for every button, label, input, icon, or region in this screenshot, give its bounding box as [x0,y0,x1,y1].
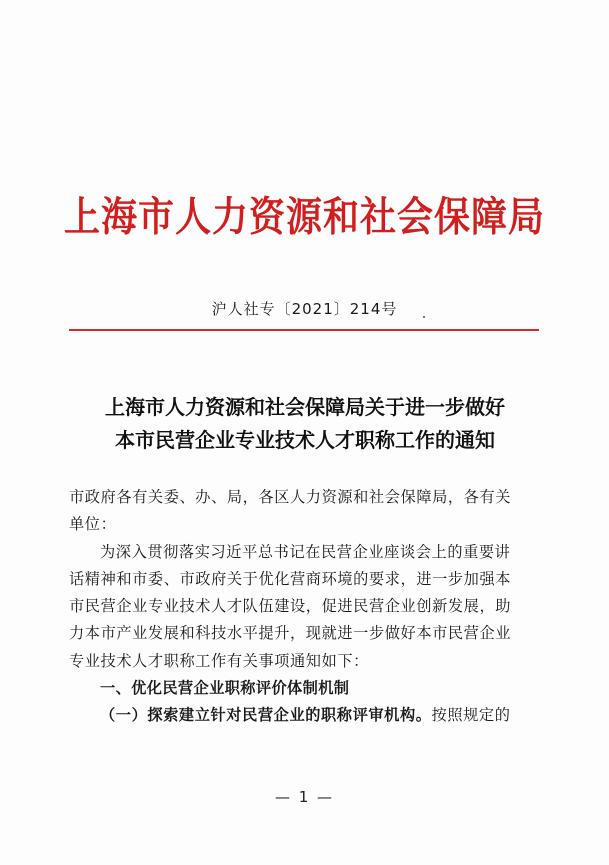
paragraph-1-line-4: 力本市产业发展和科技水平提升，现就进一步做好本市民营企业 [69,624,512,643]
paragraph-1-line-3: 市民营企业专业技术人才队伍建设，促进民营企业创新发展，助 [69,597,512,616]
paragraph-1-line-1: 为深入贯彻落实习近平总书记在民营企业座谈会上的重要讲 [100,542,511,561]
section-1-heading: 一、优化民营企业职称评价体制机制 [100,679,350,698]
document-number: 沪人社专〔2021〕214号 [211,300,398,318]
notice-body [69,484,539,730]
subsection-1-text: 按照规定的 [431,706,511,725]
issuer-red-header: 上海市人力资源和社会保障局 [63,193,545,241]
red-separator-line [69,329,539,331]
scan-speck [423,316,425,318]
subsection-1-heading: （一）探索建立针对民营企业的职称评审机构。 [100,706,432,725]
title-line-2: 本市民营企业专业技术人才职称工作的通知 [115,428,495,452]
recipients-line-1: 市政府各有关委、办、局，各区人力资源和社会保障局，各有关 [69,488,512,506]
notice-title [40,391,570,457]
subsection-1-line [69,702,539,729]
paragraph-1-line-2: 话精神和市委、市政府关于优化营商环境的要求，进一步加强本 [69,569,512,588]
paragraph-1-line-5: 专业技术人才职称工作有关事项通知如下： [69,651,369,670]
title-line-1: 上海市人力资源和社会保障局关于进一步做好 [105,395,505,419]
recipients-line-2: 单位： [69,515,117,534]
page-number: — 1 — [274,788,335,806]
